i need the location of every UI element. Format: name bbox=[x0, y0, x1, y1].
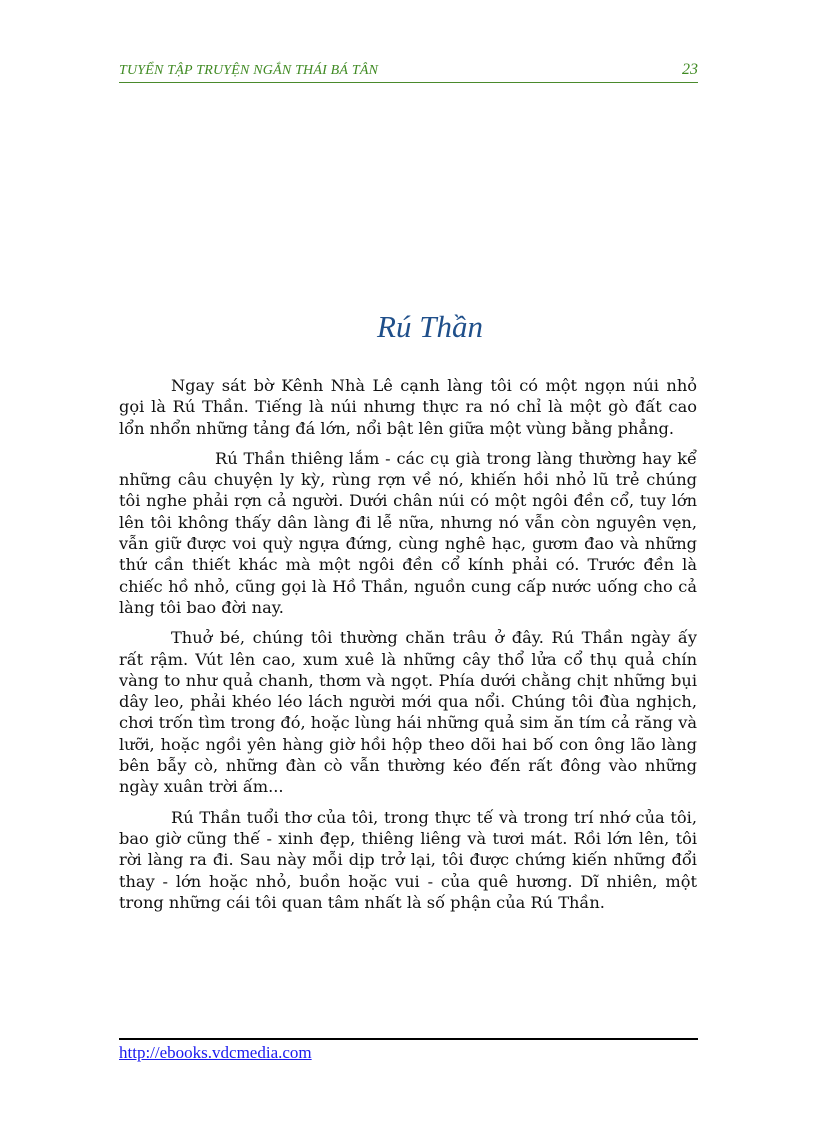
story-title: Rú Thần bbox=[377, 309, 483, 344]
footer-divider bbox=[119, 1038, 698, 1040]
page-number: 23 bbox=[682, 61, 698, 78]
paragraph-4: Rú Thần tuổi thơ của tôi, trong thực tế và trong trí nhớ của tôi, bao giờ cũng thế - xinh đẹp, thiêng liêng và tươi mát. Rồi lớn lên, tôi rời làng ra đi. Sau này mỗi dịp trở lại, tôi được chứng kiến những đổi thay - lớn hoặc nhỏ, buồn hoặc vui - của quê hương. Dĩ nhiên, một trong những cái tôi quan tâm nhất là số phận của Rú Thần. bbox=[119, 807, 697, 912]
paragraph-2: Rú Thần thiêng lắm - các cụ già trong làng thường hay kể những câu chuyện ly kỳ, rùng rợn về nó, khiến hồi nhỏ lũ trẻ chúng tôi nghe phải rợn cả người. Dưới chân núi có một ngôi đền cổ, tuy lớn lên tôi không thấy dân làng đi lễ nữa, nhưng nó vẫn còn nguyên vẹn, vẫn giữ được voi quỳ ngựa đứng, cùng nghê hạc, gươm đao và những thứ cần thiết khác mà một ngôi đền cổ kính phải có. Trước đền là chiếc hồ nhỏ, cũng gọi là Hồ Thần, nguồn cung cấp nước uống cho cả làng tôi bao đời nay. bbox=[119, 448, 697, 617]
paragraph-1: Ngay sát bờ Kênh Nhà Lê cạnh làng tôi có một ngọn núi nhỏ gọi là Rú Thần. Tiếng là núi nhưng thực ra nó chỉ là một gò đất cao lổn nhổn những tảng đá lớn, nổi bật lên giữa một vùng bằng phẳng. bbox=[119, 376, 697, 438]
book-title: TUYỂN TẬP TRUYỆN NGẮN THÁI BÁ TÂN bbox=[119, 63, 379, 78]
page-header bbox=[119, 60, 698, 83]
paragraph-3: Thuở bé, chúng tôi thường chăn trâu ở đây. Rú Thần ngày ấy rất rậm. Vút lên cao, xum xuê là những cây thổ lửa cổ thụ quả chín vàng to như quả chanh, thơm và ngọt. Phía dưới chằng chịt những bụi dây leo, phải khéo léo lách người mới qua nổi. Chúng tôi đùa nghịch, chơi trốn tìm trong đó, hoặc lùng hái những quả sim ăn tím cả răng và lưỡi, hoặc ngồi yên hàng giờ hồi hộp theo dõi hai bố con ông lão làng bên bẫy cò, những đàn cò vẫn thường kéo đến rất đông vào những ngày xuân trời ấm... bbox=[119, 628, 697, 797]
story-body bbox=[119, 375, 697, 922]
footer-link[interactable]: http://ebooks.vdcmedia.com bbox=[119, 1043, 312, 1062]
